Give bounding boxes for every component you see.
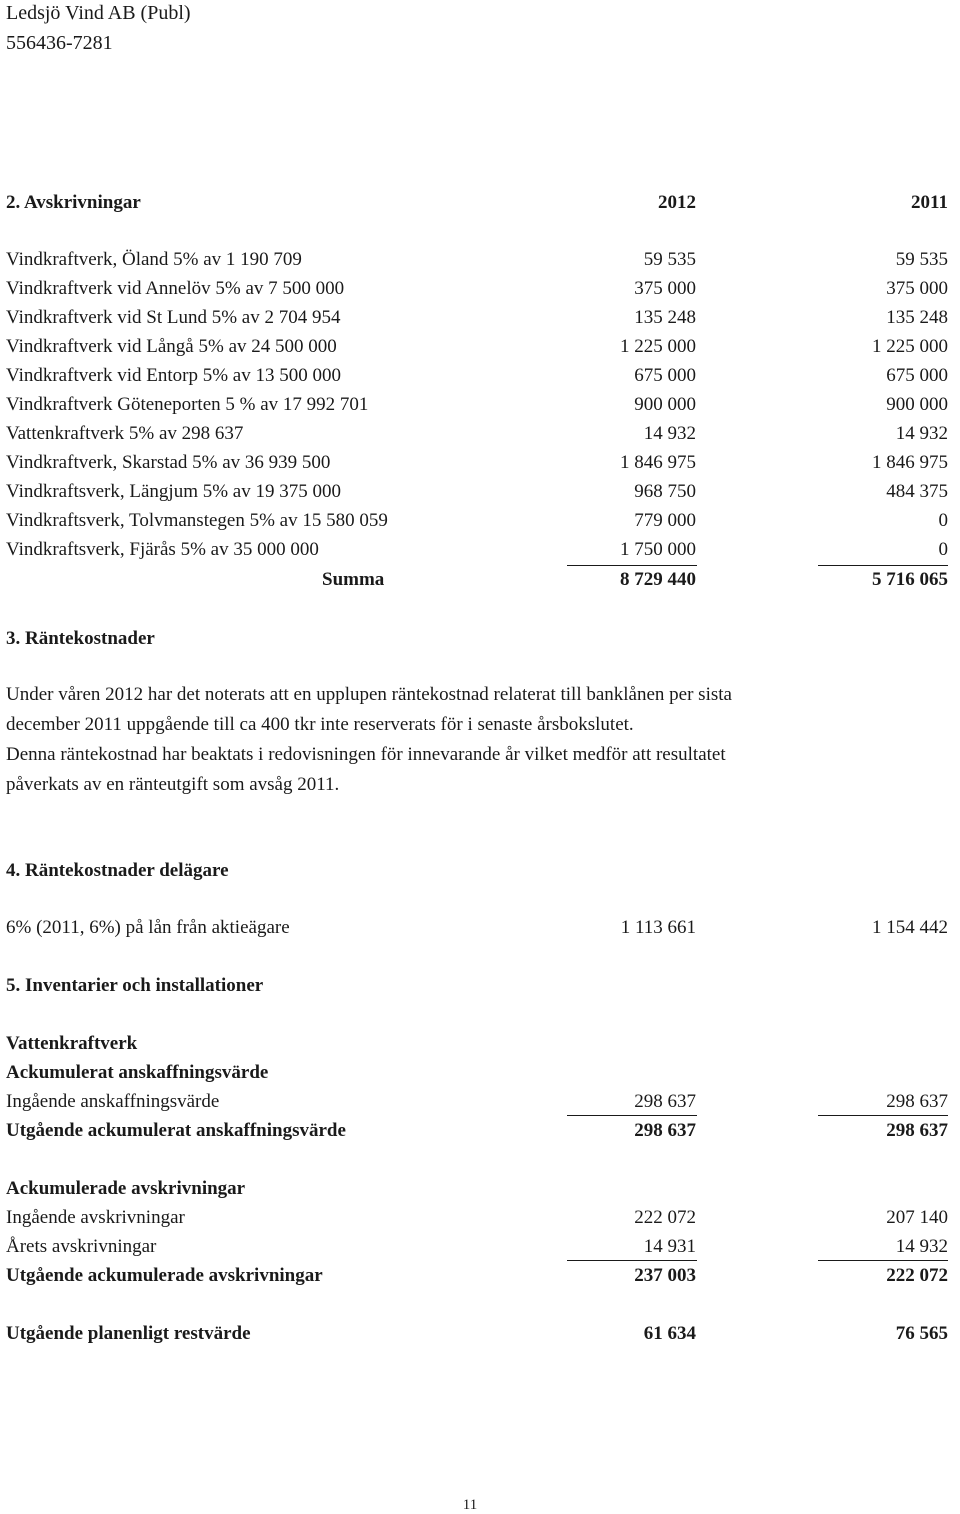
row-label: Vindkraftverk vid Entorp 5% av 13 500 000 <box>6 365 341 386</box>
value-2012: 59 535 <box>643 249 696 270</box>
note2-title: 2. Avskrivningar <box>6 192 141 213</box>
page-number: 11 <box>462 1497 478 1513</box>
value-2011: 675 000 <box>886 365 948 386</box>
row-label: Vindkraftverk, Skarstad 5% av 36 939 500 <box>6 452 331 473</box>
acq-out-2012: 298 637 <box>634 1120 696 1141</box>
row-label: Vindkraftverk vid St Lund 5% av 2 704 954 <box>6 307 341 328</box>
year-previous-header: 2011 <box>911 192 948 213</box>
acq-heading: Ackumulerat anskaffningsvärde <box>6 1062 269 1083</box>
dep-out-2011: 222 072 <box>886 1265 948 1286</box>
value-2011: 1 846 975 <box>872 452 948 473</box>
note5-subtitle: Vattenkraftverk <box>6 1033 138 1054</box>
row-label: Vindkraftverk vid Annelöv 5% av 7 500 000 <box>6 278 345 299</box>
row-label: Vattenkraftverk 5% av 298 637 <box>6 423 244 444</box>
sum-2011: 5 716 065 <box>872 569 948 590</box>
value-2012: 135 248 <box>634 307 696 328</box>
value-2012: 1 225 000 <box>620 336 696 357</box>
value-2011: 1 225 000 <box>872 336 948 357</box>
sum-2012: 8 729 440 <box>620 569 696 590</box>
org-number: 556436-7281 <box>6 32 113 54</box>
value-2012: 14 932 <box>643 423 696 444</box>
value-2012: 375 000 <box>634 278 696 299</box>
value-2011: 59 535 <box>895 249 948 270</box>
dep-in-label: Ingående avskrivningar <box>6 1207 185 1228</box>
residual-2012: 61 634 <box>643 1323 696 1344</box>
note4-title: 4. Räntekostnader delägare <box>6 860 229 881</box>
value-2012: 1 846 975 <box>620 452 696 473</box>
value-2011: 0 <box>938 539 948 560</box>
paragraph-line: Denna räntekostnad har beaktats i redovisningen för innevarande år vilket medför att resultatet <box>6 744 726 765</box>
residual-label: Utgående planenligt restvärde <box>6 1323 251 1344</box>
note3-paragraph <box>6 680 906 800</box>
company-name: Ledsjö Vind AB (Publ) <box>6 2 191 24</box>
paragraph-line: påverkats av en ränteutgift som avsåg 2011. <box>6 774 340 795</box>
dep-heading: Ackumulerade avskrivningar <box>6 1178 246 1199</box>
sum-underline-2012 <box>567 565 697 566</box>
acq-in-2011: 298 637 <box>886 1091 948 1112</box>
dep-out-2012: 237 003 <box>634 1265 696 1286</box>
acq-underline-2011 <box>818 1115 948 1116</box>
value-2011: 900 000 <box>886 394 948 415</box>
dep-in-2011: 207 140 <box>886 1207 948 1228</box>
acq-out-label: Utgående ackumulerat anskaffningsvärde <box>6 1120 346 1141</box>
value-2011: 484 375 <box>886 481 948 502</box>
note4-value-2012: 1 113 661 <box>620 917 696 938</box>
row-label: Vindkraftsverk, Längjum 5% av 19 375 000 <box>6 481 341 502</box>
row-label: Vindkraftverk, Öland 5% av 1 190 709 <box>6 249 302 270</box>
sum-label: Summa <box>322 569 385 590</box>
value-2012: 779 000 <box>634 510 696 531</box>
dep-year-label: Årets avskrivningar <box>6 1236 157 1257</box>
sum-underline-2011 <box>818 565 948 566</box>
row-label: Vindkraftsverk, Fjärås 5% av 35 000 000 <box>6 539 319 560</box>
dep-out-label: Utgående ackumulerade avskrivningar <box>6 1265 323 1286</box>
value-2011: 375 000 <box>886 278 948 299</box>
note4-value-2011: 1 154 442 <box>872 917 948 938</box>
note3-title: 3. Räntekostnader <box>6 628 155 649</box>
row-label: Vindkraftverk vid Långå 5% av 24 500 000 <box>6 336 337 357</box>
value-2011: 14 932 <box>895 423 948 444</box>
value-2011: 135 248 <box>886 307 948 328</box>
year-current-header: 2012 <box>658 192 696 213</box>
paragraph-line: december 2011 uppgående till ca 400 tkr inte reserverats för i senaste årsbokslutet. <box>6 714 634 735</box>
acq-in-2012: 298 637 <box>634 1091 696 1112</box>
value-2012: 968 750 <box>634 481 696 502</box>
dep-in-2012: 222 072 <box>634 1207 696 1228</box>
value-2012: 900 000 <box>634 394 696 415</box>
acq-in-label: Ingående anskaffningsvärde <box>6 1091 220 1112</box>
value-2011: 0 <box>938 510 948 531</box>
row-label: Vindkraftverk Göteneporten 5 % av 17 992 701 <box>6 394 369 415</box>
acq-out-2011: 298 637 <box>886 1120 948 1141</box>
note5-title: 5. Inventarier och installationer <box>6 975 264 996</box>
residual-2011: 76 565 <box>895 1323 948 1344</box>
row-label: Vindkraftsverk, Tolvmanstegen 5% av 15 580 059 <box>6 510 388 531</box>
value-2012: 675 000 <box>634 365 696 386</box>
value-2012: 1 750 000 <box>620 539 696 560</box>
dep-year-2011: 14 932 <box>895 1236 948 1257</box>
dep-year-2012: 14 931 <box>643 1236 696 1257</box>
note4-row-label: 6% (2011, 6%) på lån från aktieägare <box>6 917 290 938</box>
paragraph-line: Under våren 2012 har det noterats att en upplupen räntekostnad relaterat till banklånen per sista <box>6 684 732 705</box>
dep-underline-2011 <box>818 1260 948 1261</box>
acq-underline-2012 <box>567 1115 697 1116</box>
dep-underline-2012 <box>567 1260 697 1261</box>
